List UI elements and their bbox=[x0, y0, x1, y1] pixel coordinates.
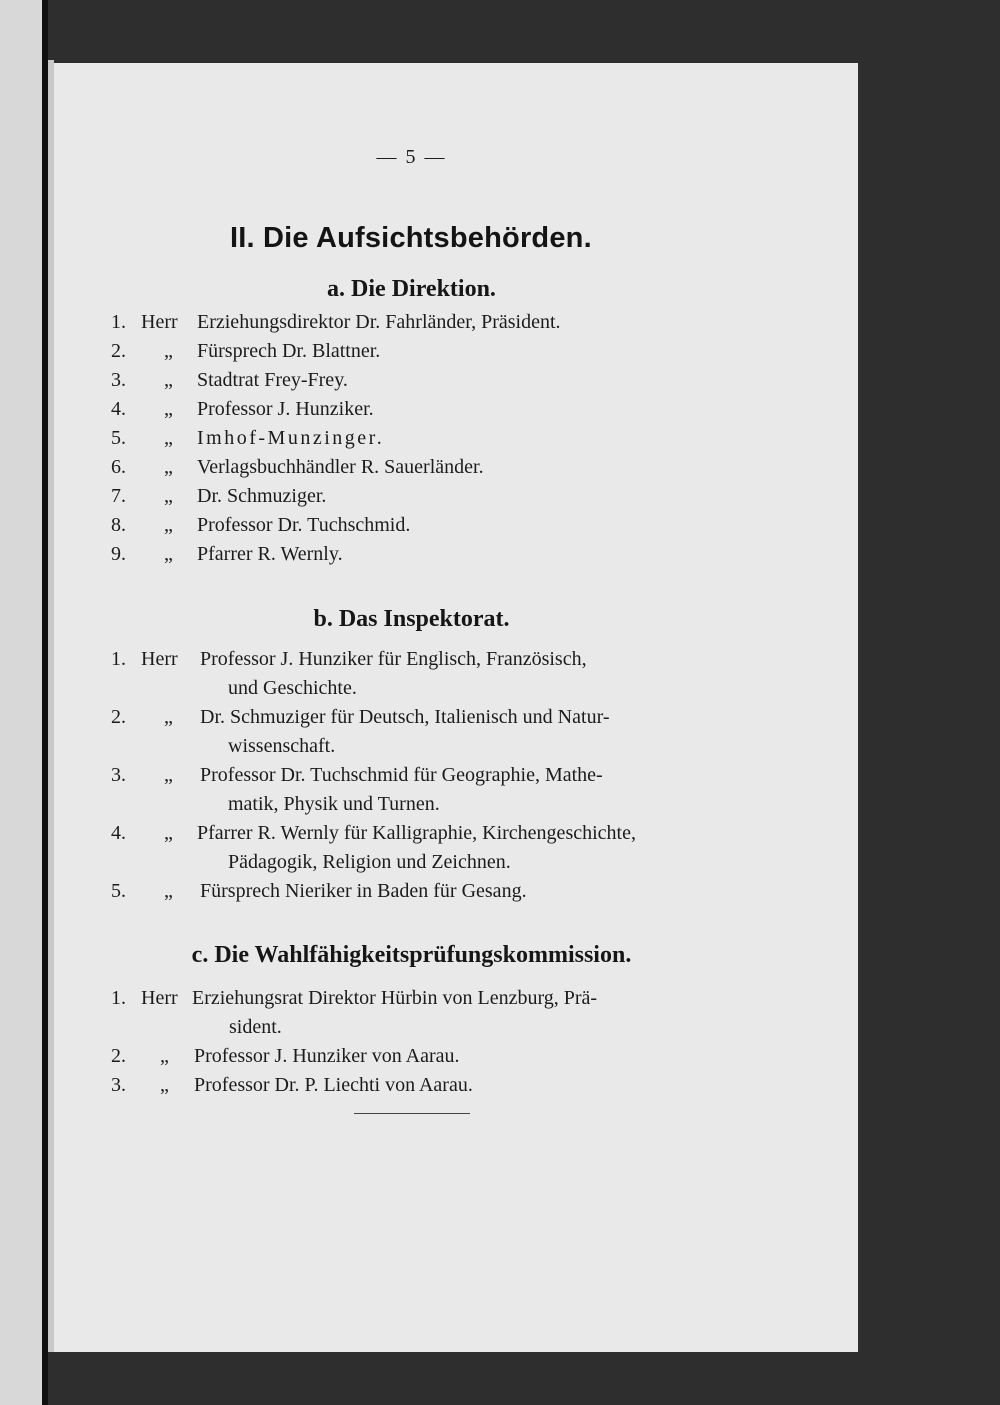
item-prefix: Herr bbox=[141, 311, 178, 333]
ditto-mark: „ bbox=[164, 427, 173, 449]
item-text: Fürsprech Nieriker in Baden für Gesang. bbox=[200, 880, 527, 902]
list-item bbox=[0, 877, 1000, 906]
ditto-mark: „ bbox=[160, 1074, 169, 1096]
ditto-mark: „ bbox=[164, 514, 173, 536]
list-item bbox=[0, 366, 1000, 395]
item-number: 1. bbox=[111, 648, 126, 670]
item-text: Dr. Schmuziger für Deutsch, Italienisch und Natur- bbox=[200, 706, 610, 728]
list-item bbox=[0, 703, 1000, 761]
item-number: 4. bbox=[111, 398, 126, 420]
item-text: Imhof-Munzinger. bbox=[197, 427, 385, 449]
item-text: Professor Dr. Tuchschmid. bbox=[197, 514, 411, 536]
item-number: 5. bbox=[111, 427, 126, 449]
list-item bbox=[0, 395, 1000, 424]
item-number: 2. bbox=[111, 340, 126, 362]
item-number: 2. bbox=[111, 1045, 126, 1067]
list-item bbox=[0, 819, 1000, 877]
list-item bbox=[0, 308, 1000, 337]
item-number: 3. bbox=[111, 764, 126, 786]
item-number: 5. bbox=[111, 880, 126, 902]
section-heading-inspektorat: b. Das Inspektorat. bbox=[313, 606, 510, 632]
item-text: Professor Dr. Tuchschmid für Geographie, Mathe- bbox=[200, 764, 603, 786]
ditto-mark: „ bbox=[164, 369, 173, 391]
ditto-mark: „ bbox=[164, 822, 173, 844]
item-number: 8. bbox=[111, 514, 126, 536]
item-number: 3. bbox=[111, 369, 126, 391]
list-item bbox=[0, 984, 1000, 1042]
item-text-continuation: matik, Physik und Turnen. bbox=[228, 793, 440, 815]
item-number: 3. bbox=[111, 1074, 126, 1096]
item-text: Pfarrer R. Wernly. bbox=[197, 543, 343, 565]
ditto-mark: „ bbox=[160, 1045, 169, 1067]
item-number: 1. bbox=[111, 987, 126, 1009]
list-item bbox=[0, 337, 1000, 366]
end-rule bbox=[354, 1113, 470, 1114]
section-heading-wahlfaehigkeitspruefungskommission: c. Die Wahlfähigkeitsprüfungskommission. bbox=[191, 942, 632, 968]
item-text: Professor Dr. P. Liechti von Aarau. bbox=[194, 1074, 473, 1096]
item-text: Erziehungsdirektor Dr. Fahrländer, Präsident. bbox=[197, 311, 561, 333]
item-prefix: Herr bbox=[141, 987, 178, 1009]
item-number: 7. bbox=[111, 485, 126, 507]
list-item bbox=[0, 645, 1000, 703]
direktion-list bbox=[0, 308, 1000, 569]
item-text-continuation: Pädagogik, Religion und Zeichnen. bbox=[228, 851, 511, 873]
ditto-mark: „ bbox=[164, 764, 173, 786]
item-text-continuation: wissenschaft. bbox=[228, 735, 336, 757]
item-text: Erziehungsrat Direktor Hürbin von Lenzburg, Prä- bbox=[192, 987, 598, 1009]
item-text: Stadtrat Frey-Frey. bbox=[197, 369, 348, 391]
list-item bbox=[0, 540, 1000, 569]
item-text-continuation: und Geschichte. bbox=[228, 677, 357, 699]
ditto-mark: „ bbox=[164, 456, 173, 478]
list-item bbox=[0, 453, 1000, 482]
chapter-title: II. Die Aufsichtsbehörden. bbox=[230, 222, 592, 254]
item-prefix: Herr bbox=[141, 648, 178, 670]
item-number: 6. bbox=[111, 456, 126, 478]
item-text: Professor J. Hunziker. bbox=[197, 398, 374, 420]
item-text: Professor J. Hunziker für Englisch, Französisch, bbox=[200, 648, 587, 670]
item-number: 1. bbox=[111, 311, 126, 333]
section-heading-direktion: a. Die Direktion. bbox=[327, 276, 496, 302]
item-number: 2. bbox=[111, 706, 126, 728]
page-number: — 5 — bbox=[376, 146, 447, 168]
item-text-continuation: sident. bbox=[229, 1016, 282, 1038]
list-item bbox=[0, 424, 1000, 453]
ditto-mark: „ bbox=[164, 485, 173, 507]
inspektorat-list bbox=[0, 645, 1000, 906]
item-text: Fürsprech Dr. Blattner. bbox=[197, 340, 381, 362]
ditto-mark: „ bbox=[164, 340, 173, 362]
item-number: 4. bbox=[111, 822, 126, 844]
item-text: Dr. Schmuziger. bbox=[197, 485, 327, 507]
list-item bbox=[0, 761, 1000, 819]
ditto-mark: „ bbox=[164, 706, 173, 728]
item-text: Professor J. Hunziker von Aarau. bbox=[194, 1045, 460, 1067]
list-item bbox=[0, 1042, 1000, 1071]
list-item bbox=[0, 511, 1000, 540]
item-text: Pfarrer R. Wernly für Kalligraphie, Kirchengeschichte, bbox=[197, 822, 636, 844]
ditto-mark: „ bbox=[164, 543, 173, 565]
list-item bbox=[0, 482, 1000, 511]
ditto-mark: „ bbox=[164, 398, 173, 420]
item-number: 9. bbox=[111, 543, 126, 565]
list-item bbox=[0, 1071, 1000, 1100]
kommission-list bbox=[0, 984, 1000, 1100]
ditto-mark: „ bbox=[164, 880, 173, 902]
item-text: Verlagsbuchhändler R. Sauerländer. bbox=[197, 456, 484, 478]
